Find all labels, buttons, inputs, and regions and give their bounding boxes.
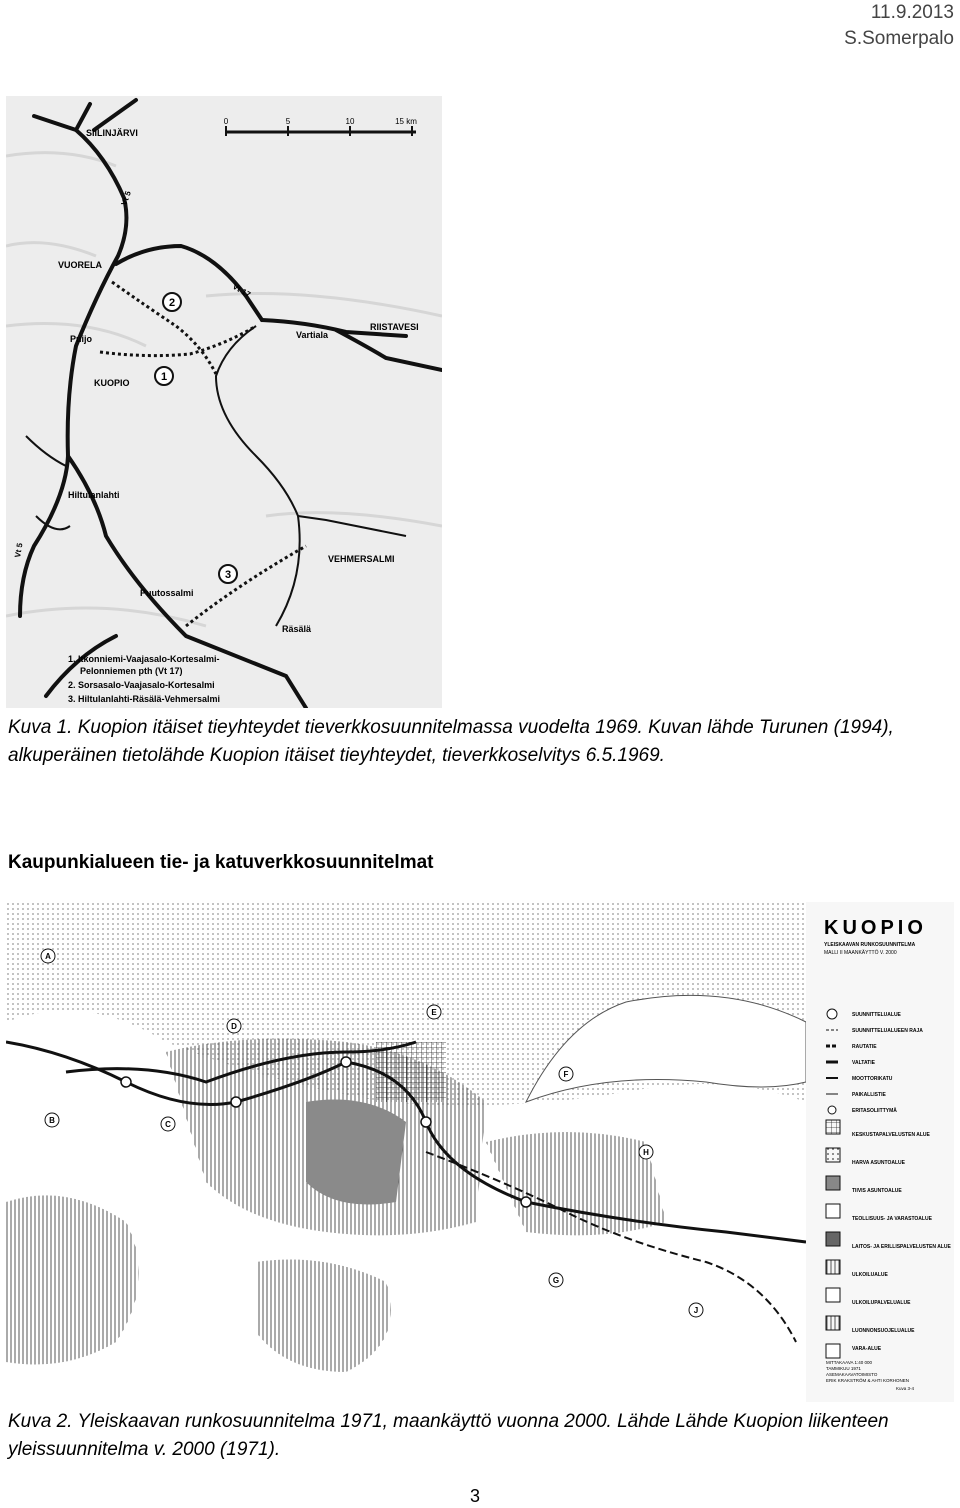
place-hiltulanlahti: Hiltulanlahti bbox=[68, 490, 120, 500]
marker-2: 2 bbox=[168, 297, 176, 309]
header-author: S.Somerpalo bbox=[844, 28, 954, 49]
svg-text:PAIKALLISTIE: PAIKALLISTIE bbox=[852, 1092, 886, 1098]
area-letter-a: A bbox=[45, 952, 51, 961]
svg-text:LAITOS- JA ERILLISPALVELUSTEN: LAITOS- JA ERILLISPALVELUSTEN ALUE bbox=[852, 1244, 951, 1250]
svg-text:TAMMIKUU 1971: TAMMIKUU 1971 bbox=[826, 1366, 861, 1371]
place-vehmersalmi: VEHMERSALMI bbox=[328, 554, 395, 564]
place-kuopio: KUOPIO bbox=[94, 378, 130, 388]
section-heading: Kaupunkialueen tie- ja katuverkkosuunnitelmat bbox=[8, 852, 434, 873]
road-label-vt17: Vt 17 bbox=[231, 281, 253, 300]
place-puijo: Puijo bbox=[70, 334, 92, 344]
road-label-vt5-south: Vt 5 bbox=[13, 542, 25, 559]
svg-text:0: 0 bbox=[223, 117, 229, 126]
svg-text:TEOLLISUUS- JA VARASTOALUE: TEOLLISUUS- JA VARASTOALUE bbox=[852, 1216, 932, 1222]
svg-text:ERITASOLIITTYMÄ: ERITASOLIITTYMÄ bbox=[852, 1108, 897, 1114]
svg-text:HARVA ASUNTOALUE: HARVA ASUNTOALUE bbox=[852, 1160, 905, 1166]
area-letter-f: F bbox=[563, 1070, 569, 1079]
svg-text:3. Hiltulanlahti-Räsälä-Vehmer: 3. Hiltulanlahti-Räsälä-Vehmersalmi bbox=[68, 694, 221, 704]
map-figure-1 bbox=[6, 96, 442, 708]
area-letter-d: D bbox=[231, 1022, 237, 1031]
svg-text:5: 5 bbox=[285, 117, 291, 126]
page-header bbox=[844, 0, 954, 52]
map2-subtitle2: MALLI II MAANKÄYTTÖ V. 2000 bbox=[824, 950, 897, 956]
place-vartiala: Vartiala bbox=[296, 330, 329, 340]
svg-text:TIIVIS ASUNTOALUE: TIIVIS ASUNTOALUE bbox=[852, 1188, 902, 1194]
caption-figure-1: Kuva 1. Kuopion itäiset tieyhteydet tieverkkosuunnitelmassa vuodelta 1969. Kuvan lähde Turunen (1994), alkuperäinen tietolähde Kuopion itäiset tieyhteydet, tieverkkoselvitys 6.5.1969. bbox=[8, 717, 894, 766]
marker-1: 1 bbox=[160, 371, 168, 383]
land-use-map bbox=[6, 902, 954, 1402]
area-letter-c: C bbox=[165, 1120, 171, 1129]
map2-title: KUOPIO bbox=[824, 917, 927, 939]
svg-text:2. Sorsasalo-Vaajasalo-Kortesa: 2. Sorsasalo-Vaajasalo-Kortesalmi bbox=[68, 680, 215, 690]
svg-text:MOOTTORIKATU: MOOTTORIKATU bbox=[852, 1076, 893, 1082]
area-letter-g: G bbox=[552, 1276, 560, 1285]
header-date: 11.9.2013 bbox=[870, 2, 954, 23]
svg-text:ERIK KRAKSTRÖM & AHTI KORHONEN: ERIK KRAKSTRÖM & AHTI KORHONEN bbox=[826, 1378, 910, 1383]
map2-subtitle1: YLEISKAAVAN RUNKOSUUNNITELMA bbox=[824, 942, 916, 948]
svg-text:LUONNONSUOJELUALUE: LUONNONSUOJELUALUE bbox=[852, 1328, 915, 1334]
road-label-vt5-north: Vt 5 bbox=[119, 189, 133, 207]
marker-3: 3 bbox=[224, 569, 232, 581]
svg-text:ULKOILUALUE: ULKOILUALUE bbox=[852, 1272, 888, 1278]
road-network-map bbox=[6, 96, 442, 708]
svg-text:VALTATIE: VALTATIE bbox=[852, 1060, 875, 1066]
place-vuorela: VUORELA bbox=[58, 260, 103, 270]
caption-figure-2: Kuva 2. Yleiskaavan runkosuunnitelma 1971, maankäyttö vuonna 2000. Lähde Lähde Kuopion liikenteen yleissuunnitelma v. 2000 (1971). bbox=[8, 1411, 889, 1460]
area-letter-j: J bbox=[693, 1306, 699, 1315]
area-letter-e: E bbox=[431, 1008, 437, 1017]
svg-text:15 km: 15 km bbox=[395, 117, 417, 126]
page-number: 3 bbox=[470, 1486, 481, 1506]
svg-text:VARA-ALUE: VARA-ALUE bbox=[852, 1346, 882, 1352]
svg-text:SUUNNITTELUALUE: SUUNNITTELUALUE bbox=[852, 1012, 901, 1018]
place-rasala: Räsälä bbox=[282, 624, 312, 634]
svg-text:ASEMAKAAVATOIMISTO: ASEMAKAAVATOIMISTO bbox=[826, 1372, 878, 1377]
svg-text:1. Itkonniemi-Vaajasalo-Kortes: 1. Itkonniemi-Vaajasalo-Kortesalmi- bbox=[68, 654, 220, 664]
area-letter-h: H bbox=[643, 1148, 649, 1157]
map-figure-2 bbox=[6, 902, 954, 1402]
svg-text:Kuva 3-4: Kuva 3-4 bbox=[896, 1386, 915, 1391]
svg-text:SUUNNITTELUALUEEN RAJA: SUUNNITTELUALUEEN RAJA bbox=[852, 1028, 923, 1034]
svg-text:ULKOILUPALVELUALUE: ULKOILUPALVELUALUE bbox=[852, 1300, 911, 1306]
svg-text:MITTAKAAVA 1:40 000: MITTAKAAVA 1:40 000 bbox=[826, 1360, 873, 1365]
place-siilinjarvi: SIILINJÄRVI bbox=[86, 128, 138, 138]
svg-text:RAUTATIE: RAUTATIE bbox=[852, 1044, 877, 1050]
svg-text:10: 10 bbox=[345, 117, 355, 126]
place-riistavesi: RIISTAVESI bbox=[370, 322, 419, 332]
place-puutossalmi: Puutossalmi bbox=[140, 588, 194, 598]
area-letter-b: B bbox=[49, 1116, 55, 1125]
svg-text:KESKUSTAPALVELUSTEN ALUE: KESKUSTAPALVELUSTEN ALUE bbox=[852, 1132, 930, 1138]
svg-text:Pelonniemen pth (Vt 17): Pelonniemen pth (Vt 17) bbox=[80, 666, 183, 676]
